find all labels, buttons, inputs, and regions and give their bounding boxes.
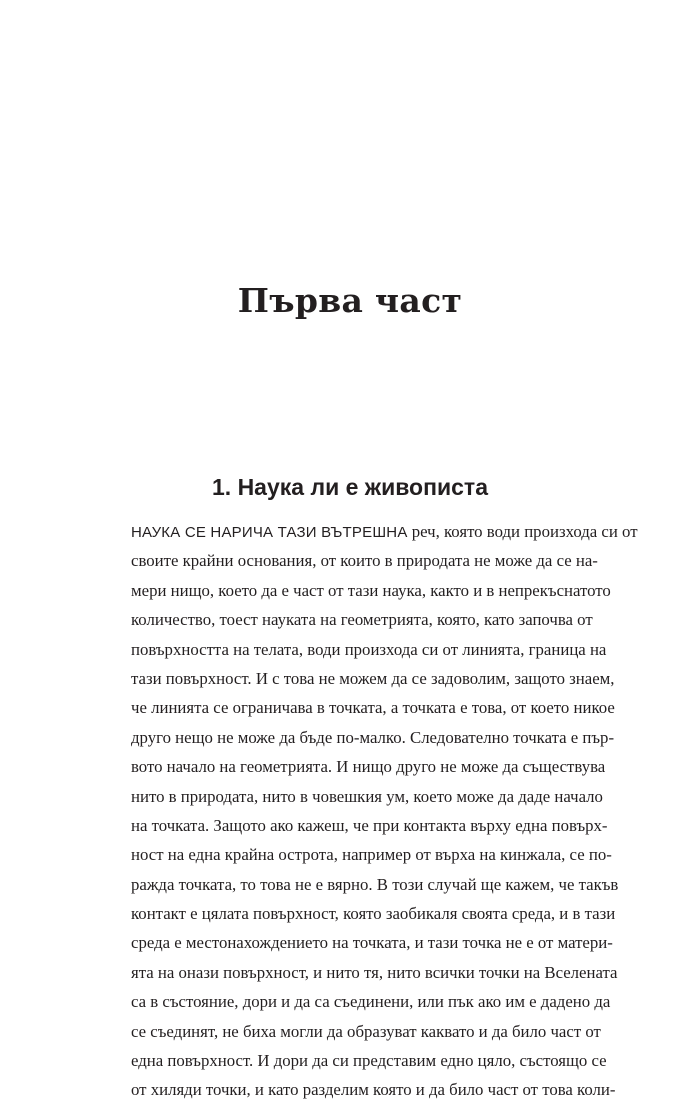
text-line: ност на една крайна острота, например от върха на кинжала, се по- [131,845,612,865]
lead-in-smallcaps: НАУКА СЕ НАРИЧА ТАЗИ ВЪТРЕШНА [131,524,408,541]
text-line: повърхността на телата, води произхода си от линията, граница на [131,639,607,659]
text-line: от хиляди точки, и като разделим която и да било част от това коли- [131,1080,616,1100]
text-line: са в състояние, дори и да са съединени, или пък ако им е дадено да [131,992,611,1012]
text-line: мери нищо, което да е част от тази наука, както и в непрекъснатото [131,580,611,600]
part-title: Първа част [237,281,463,320]
text-line: нито в природата, нито в човешкия ум, което може да даде начало [131,786,603,806]
text-line: ята на онази повърхност, и нито тя, нито всички точки на Вселената [131,962,618,982]
text-line: друго нещо не може да бъде по-малко. Следователно точката е пър- [131,727,615,747]
text-line: вото начало на геометрията. И нищо друго не може да съществува [131,757,606,777]
text-line: тази повърхност. И с това не можем да се задоволим, защото знаем, [131,668,615,688]
first-line-rest: реч, която води произхода си от [407,522,638,541]
text-line: своите крайни основания, от които в природата не може да се на- [131,551,598,571]
text-line: се съединят, не биха могли да образуват каквато и да било част от [131,1021,601,1041]
text-line: една повърхност. И дори да си представим едно цяло, състоящо се [131,1051,607,1071]
text-line [131,517,638,546]
text-line: контакт е цялата повърхност, която заобикаля своята среда, и в тази [131,904,616,924]
chapter-title: 1. Наука ли е живописта [212,474,488,500]
text-line: на точката. Защото ако кажеш, че при контакта върху една повърх- [131,815,608,835]
text-line: ражда точката, то това не е вярно. В този случай ще кажем, че такъв [131,874,619,894]
text-line: че линията се ограничава в точката, а точката е това, от което никое [131,698,615,718]
body-paragraph [131,517,638,1105]
text-line: среда е местонахождението на точката, и тази точка не е от матери- [131,933,613,953]
text-line: количество, тоест науката на геометрията, която, като започва от [131,610,593,630]
